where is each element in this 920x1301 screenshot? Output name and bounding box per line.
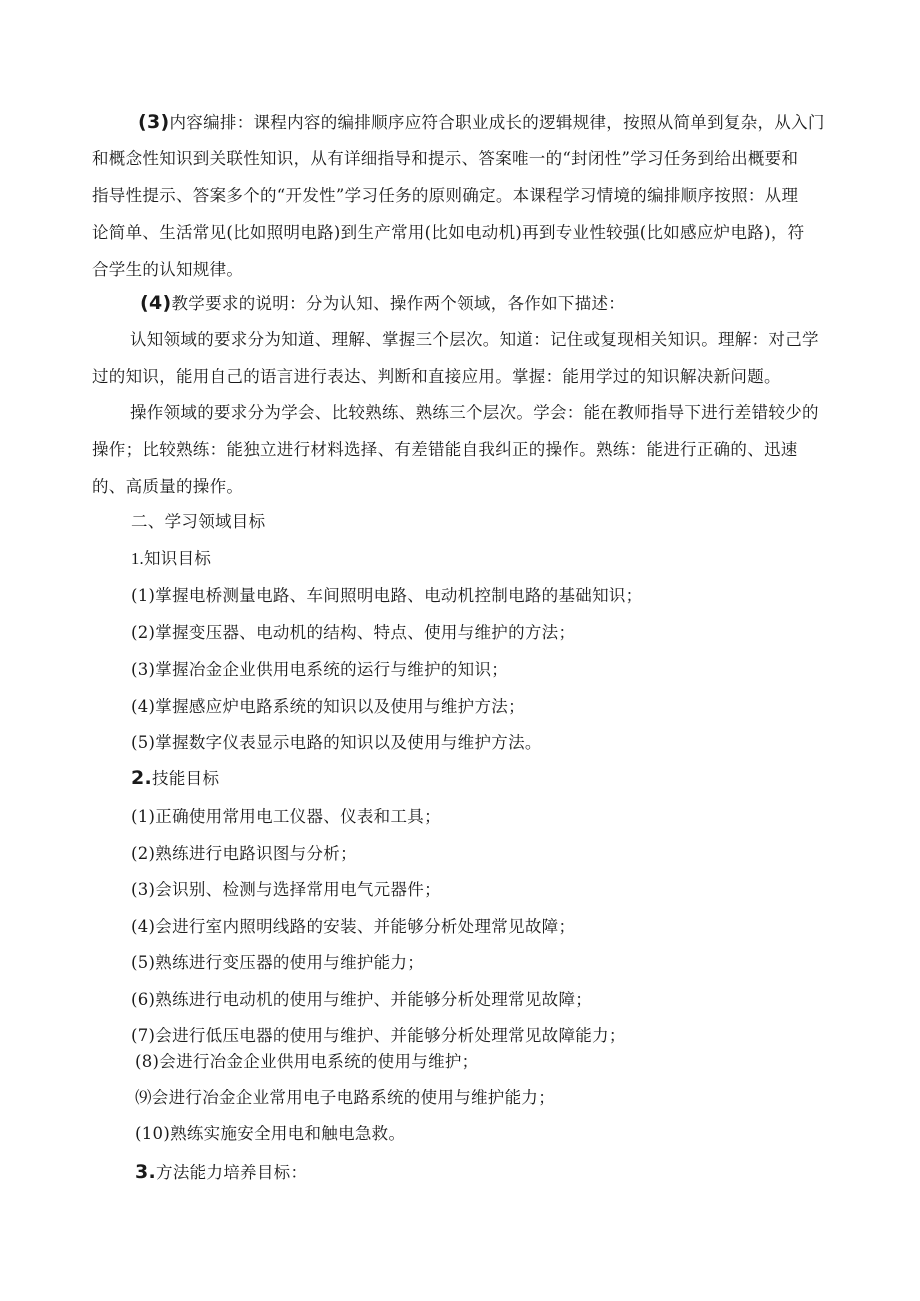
heading-number: 2. (131, 767, 153, 789)
list-item: ⑼会进行冶金企业常用电子电路系统的使用与维护能力； (135, 1088, 555, 1107)
paragraph-line: 操作领域的要求分为学会、比较熟练、熟练三个层次。学会：能在教师指导下进行差错较少的 (130, 403, 819, 422)
section-title: 二、学习领域目标 (131, 512, 266, 531)
list-item: (2)熟练进行电路识图与分析； (131, 844, 357, 863)
list-item: (8)会进行冶金企业供用电系统的使用与维护； (135, 1052, 479, 1071)
paragraph-line: 过的知识，能用自己的语言进行表达、判断和直接应用。掌握：能用学过的知识解决新问题。 (92, 367, 781, 386)
list-item: (5)掌握数字仪表显示电路的知识以及使用与维护方法。 (131, 733, 542, 752)
list-item: (5)熟练进行变压器的使用与维护能力； (131, 953, 425, 972)
paragraph-line: 指导性提示、答案多个的“开发性”学习任务的原则确定。本课程学习情境的编排顺序按照：从理 (92, 186, 799, 205)
heading-number: 3. (135, 1161, 157, 1183)
paragraph-line: 论简单、生活常见(比如照明电路)到生产常用(比如电动机)再到专业性较强(比如感应炉电路)，符 (92, 223, 805, 242)
paragraph-line: 教学要求的说明：分为认知、操作两个领域，各作如下描述： (171, 294, 626, 313)
list-item: (4)会进行室内照明线路的安装、并能够分析处理常见故障； (131, 917, 576, 936)
paragraph-line: 内容编排：课程内容的编排顺序应符合职业成长的逻辑规律，按照从简单到复杂，从入门 (169, 113, 825, 132)
paragraph-cognitive (92, 328, 832, 402)
paragraph-number: (3) (138, 111, 170, 133)
heading-text: 技能目标 (152, 769, 220, 788)
paragraph-line: 的、高质量的操作。 (92, 477, 244, 496)
list-item: (3)掌握冶金企业供用电系统的运行与维护的知识； (131, 660, 509, 679)
list-item: (1)正确使用常用电工仪器、仪表和工具； (131, 807, 441, 826)
paragraph-line: 合学生的认知规律。 (92, 260, 244, 279)
method-heading (135, 1160, 307, 1185)
paragraph-line: 操作；比较熟练：能独立进行材料选择、有差错能自我纠正的操作。熟练：能进行正确的、迅速 (92, 440, 798, 459)
list-item: (4)掌握感应炉电路系统的知识以及使用与维护方法； (131, 697, 525, 716)
skills-heading (131, 766, 219, 791)
paragraph-operation (92, 401, 832, 512)
paragraph-line: 和概念性知识到关联性知识，从有详细指导和提示、答案唯一的“封闭性”学习任务到给出概要和 (92, 149, 799, 168)
paragraph-number: (4) (140, 292, 172, 314)
list-item: (10)熟练实施安全用电和触电急救。 (135, 1124, 406, 1143)
paragraph-line: 认知领域的要求分为知道、理解、掌握三个层次。知道：记住或复现相关知识。理解：对己学 (130, 330, 819, 349)
list-item: (2)掌握变压器、电动机的结构、特点、使用与维护的方法； (131, 623, 576, 642)
list-item: (7)会进行低压电器的使用与维护、并能够分析处理常见故障能力； (131, 1026, 626, 1045)
list-item: (1)掌握电桥测量电路、车间照明电路、电动机控制电路的基础知识； (131, 586, 643, 605)
heading-text: 方法能力培养目标： (156, 1163, 308, 1182)
knowledge-heading: 1.知识目标 (131, 549, 212, 568)
list-item: (6)熟练进行电动机的使用与维护、并能够分析处理常见故障； (131, 990, 593, 1009)
paragraph-content-arrangement (92, 110, 832, 295)
teaching-requirements-heading (140, 291, 625, 316)
list-item: (3)会识别、检测与选择常用电气元器件； (131, 880, 441, 899)
